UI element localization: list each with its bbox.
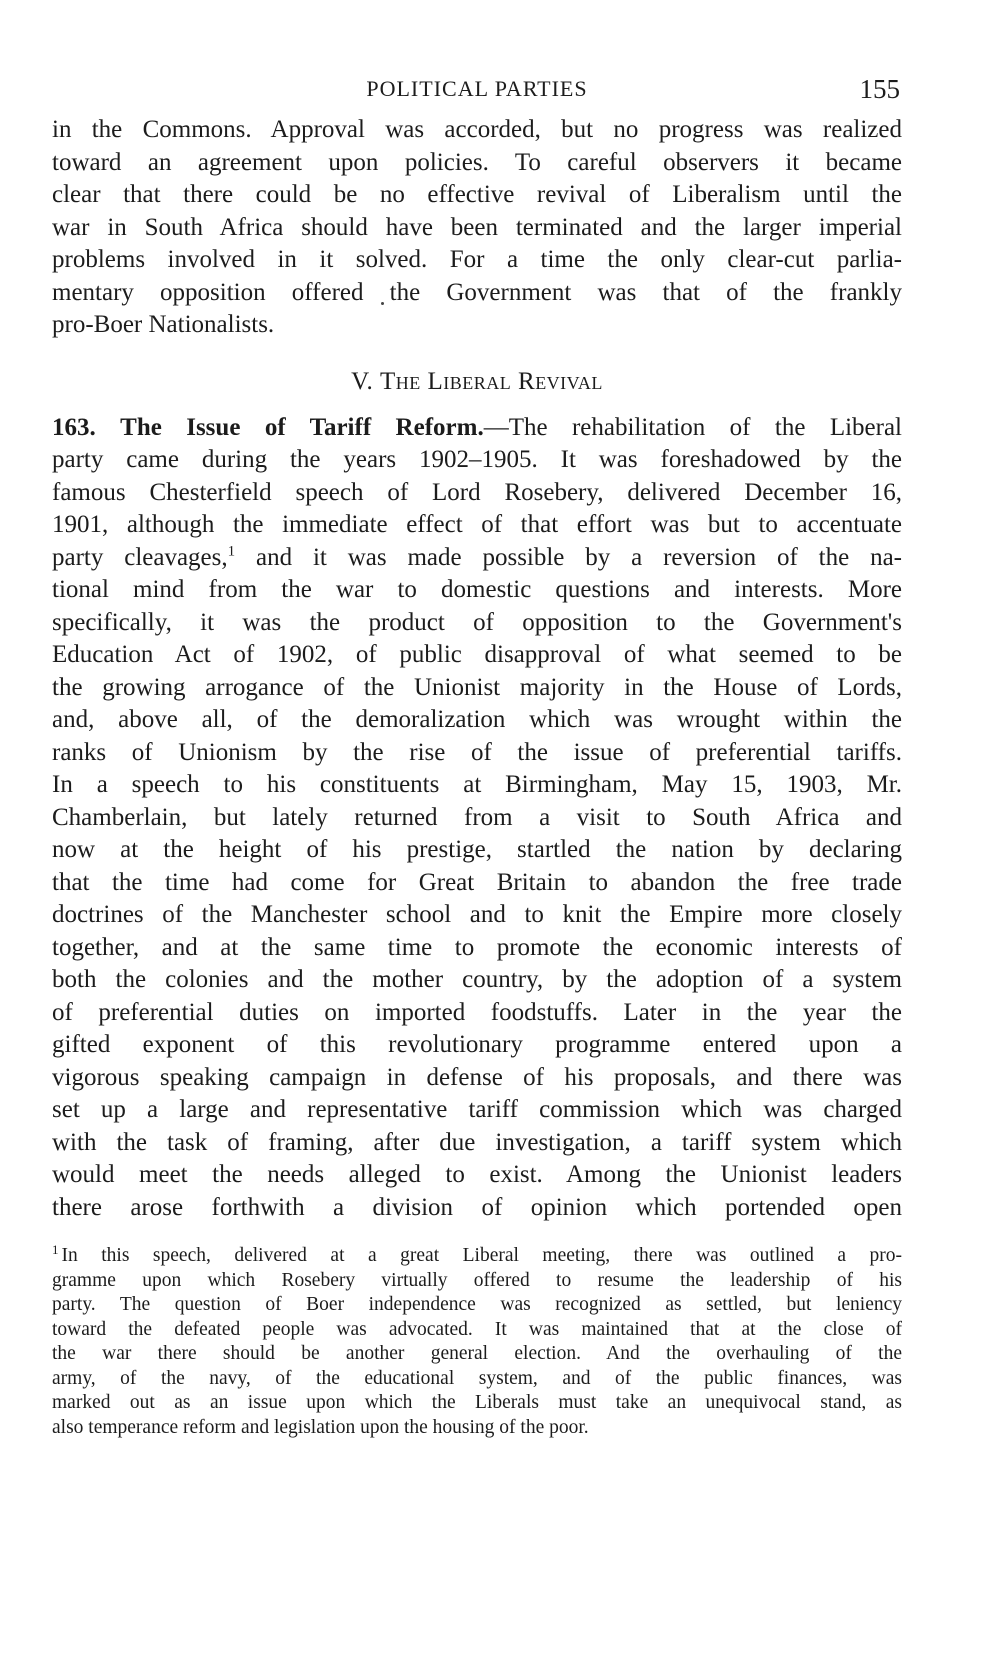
text-line: gifted exponent of this revolutionary programme entered upon a [52, 1031, 902, 1058]
footnote-line: army, of the navy, of the educational system, and of the public finances, was [52, 1367, 902, 1389]
footnote-line: the war there should be another general election. And the overhauling of the [52, 1343, 902, 1364]
running-title: POLITICAL PARTIES [366, 76, 588, 101]
section-heading-title: The Liberal Revival [379, 367, 603, 395]
footnote-line: party. The question of Boer independence was recognized as settled, but leniency [52, 1294, 902, 1315]
text-line: doctrines of the Manchester school and to knit the Empire more closely [52, 901, 902, 928]
text-line: ranks of Unionism by the rise of the issue of preferential tariffs. [52, 738, 902, 766]
text-line: war in South Africa should have been terminated and the larger imperial [52, 213, 902, 241]
text-line: toward an agreement upon policies. To careful observers it became [52, 148, 902, 176]
text-line: problems involved in it solved. For a time the only clear-cut parlia- [52, 246, 902, 273]
text-line: together, and at the same time to promote the economic interests of [52, 933, 902, 961]
text-line: clear that there could be no effective revival of Liberalism until the [52, 181, 902, 208]
footnote-line: also temperance reform and legislation upon the housing of the poor. [52, 1416, 589, 1438]
text-line: 1901, although the immediate effect of that effort was but to accentuate [52, 511, 902, 538]
footnote-line: marked out as an issue upon which the Liberals must take an unequivocal stand, as [52, 1392, 902, 1413]
text-line: there arose forthwith a division of opinion which portended open [52, 1193, 902, 1221]
page [52, 66, 902, 1440]
text-before-footnote: party cleavages, [52, 543, 228, 571]
section-heading [52, 368, 902, 396]
text-line: In a speech to his constituents at Birmingham, May 15, 1903, Mr. [52, 771, 902, 798]
text-line: with the task of framing, after due investigation, a tariff system which [52, 1128, 902, 1156]
text-line-with-footnote [52, 542, 902, 575]
text-line: would meet the needs alleged to exist. Among the Unionist leaders [52, 1161, 902, 1188]
footnote [52, 1241, 902, 1440]
text-line-first [52, 412, 902, 445]
footnote-reference[interactable]: 1 [227, 543, 236, 560]
section-number: 163. [52, 413, 96, 441]
footnote-number: 1 [52, 1241, 59, 1257]
text-line: that the time had come for Great Britain to abandon the free trade [52, 868, 902, 896]
text-line: Education Act of 1902, of public disapproval of what seemed to be [52, 641, 902, 668]
footnote-text: In this speech, delivered at a great Liberal meeting, there was outlined a pro- [61, 1245, 902, 1266]
text-line: in the Commons. Approval was accorded, but no progress was realized [52, 116, 902, 143]
text-line: famous Chesterfield speech of Lord Rosebery, delivered December 16, [52, 478, 902, 506]
paragraph-tariff-reform [52, 412, 902, 1225]
text-line: mentary opposition offered the Government was that of the frankly [52, 278, 902, 306]
text-line: Chamberlain, but lately returned from a visit to South Africa and [52, 803, 902, 831]
page-number: 155 [859, 74, 900, 104]
text-line: and, above all, of the demoralization which was wrought within the [52, 706, 902, 733]
text-line: party came during the years 1902–1905. It was foreshadowed by the [52, 446, 902, 473]
footnote-line: gramme upon which Rosebery virtually offered to resume the leadership of his [52, 1269, 902, 1291]
first-line-text: —The rehabilitation of the Liberal [483, 413, 902, 441]
text-line: both the colonies and the mother country, by the adoption of a system [52, 966, 902, 993]
text-line: set up a large and representative tariff commission which was charged [52, 1096, 902, 1123]
text-line: the growing arrogance of the Unionist majority in the House of Lords, [52, 673, 902, 701]
section-title: The Issue of Tariff Reform. [120, 413, 484, 441]
text-line: tional mind from the war to domestic questions and interests. More [52, 576, 902, 603]
running-header [52, 66, 902, 106]
paragraph-continuation [52, 114, 902, 342]
text-after-footnote: and it was made possible by a reversion of the na- [235, 543, 902, 571]
text-line: specifically, it was the product of opposition to the Government's [52, 608, 902, 636]
text-line: vigorous speaking campaign in defense of his proposals, and there was [52, 1063, 902, 1091]
footnote-line-first [52, 1241, 902, 1269]
text-line: now at the height of his prestige, startled the nation by declaring [52, 836, 902, 863]
text-line: of preferential duties on imported foodstuffs. Later in the year the [52, 998, 902, 1026]
footnote-line: toward the defeated people was advocated. It was maintained that at the close of [52, 1318, 902, 1340]
text-line: pro-Boer Nationalists. [52, 311, 275, 338]
section-numeral: V. [351, 367, 374, 395]
